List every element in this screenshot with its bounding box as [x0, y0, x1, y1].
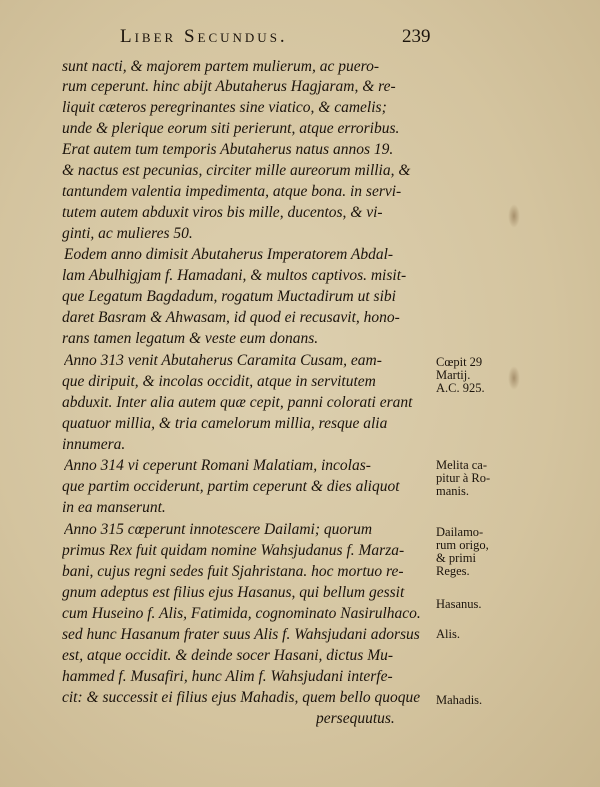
text-line: Eodem anno dimisit Abutaherus Imperatorem Abdal-	[64, 246, 394, 263]
text-line: Erat autem tum temporis Abutaherus natus annos 19.	[62, 141, 394, 158]
text-line: & nactus est pecunias, circiter mille aureorum millia, &	[62, 162, 411, 179]
text-line: primus Rex fuit quidam nomine Wahsjudanus f. Marza-	[62, 542, 405, 559]
margin-note-line: & primi	[436, 551, 476, 565]
margin-note-melita	[436, 459, 512, 498]
text-line: persequutus.	[316, 710, 395, 727]
text-line: liquit cæteros peregrinantes sine viatico, & camelis;	[62, 99, 387, 116]
margin-note-line: Alis.	[436, 627, 460, 641]
text-line: ginti, ac mulieres 50.	[62, 225, 193, 242]
text-line: innumera.	[62, 436, 126, 453]
paper-stain	[508, 204, 520, 228]
margin-note-line: A.C. 925.	[436, 381, 485, 395]
margin-note-line: pitur à Ro-	[436, 471, 491, 485]
text-line: tutem autem abduxit viros bis mille, ducentos, & vi-	[62, 204, 383, 221]
margin-note-line: Martij.	[436, 368, 471, 382]
text-line: que partim occiderunt, partim ceperunt & dies aliquot	[62, 478, 400, 495]
margin-note-dailami	[436, 526, 512, 578]
text-line: bani, cujus regni sedes fuit Sjahristana. hoc mortuo re-	[62, 563, 404, 580]
running-title: Liber Secundus.	[120, 26, 288, 47]
text-line: que Legatum Bagdadum, rogatum Muctadirum ut sibi	[62, 288, 396, 305]
text-line: unde & plerique eorum siti perierunt, atque erroribus.	[62, 120, 400, 137]
margin-note-mahadis	[436, 694, 512, 707]
margin-note-line: Mahadis.	[436, 693, 483, 707]
page-number: 239	[402, 26, 431, 47]
text-line: Anno 313 venit Abutaherus Caramita Cusam, eam-	[64, 352, 382, 369]
margin-note-line: Reges.	[436, 564, 470, 578]
text-line: est, atque occidit. & deinde socer Hasani, dictus Mu-	[62, 647, 394, 664]
margin-note-line: rum origo,	[436, 538, 489, 552]
text-line: hammed f. Musafiri, hunc Alim f. Wahsjudani interfe-	[62, 668, 393, 685]
text-line: lam Abulhigjam f. Hamadani, & multos captivos. misit-	[62, 267, 407, 284]
text-line: sed hunc Hasanum frater suus Alis f. Wahsjudani adorsus	[62, 626, 420, 643]
text-line: cum Huseino f. Alis, Fatimida, cognominato Nasirulhaco.	[62, 605, 421, 622]
text-line: gnum adeptus est filius ejus Hasanus, qui bellum gessit	[62, 584, 405, 601]
margin-note-line: Hasanus.	[436, 597, 482, 611]
text-line: abduxit. Inter alia autem quæ cepit, panni colorati erant	[62, 394, 413, 411]
margin-note-alis	[436, 628, 512, 641]
text-line: quatuor millia, & tria camelorum millia, resque alia	[62, 415, 388, 432]
text-line: cit: & successit ei filius ejus Mahadis, quem bello quoque	[62, 689, 421, 706]
text-line: rans tamen legatum & veste eum donans.	[62, 330, 319, 347]
margin-note-line: Dailamo-	[436, 525, 484, 539]
text-line: Anno 315 cœperunt innotescere Dailami; quorum	[64, 521, 373, 538]
margin-note-line: manis.	[436, 484, 469, 498]
text-line: Anno 314 vi ceperunt Romani Malatiam, incolas-	[64, 457, 371, 474]
text-line: sunt nacti, & majorem partem mulierum, ac puero-	[62, 58, 379, 75]
margin-note-hasanus	[436, 598, 512, 611]
page-header	[0, 26, 600, 50]
text-line: daret Basram & Ahwasam, id quod ei recusavit, hono-	[62, 309, 400, 326]
text-line: que diripuit, & incolas occidit, atque in servitutem	[62, 373, 376, 390]
text-line: tantundem valentia impedimenta, atque bona. in servi-	[62, 183, 402, 200]
text-line: rum ceperunt. hinc abijt Abutaherus Hagjaram, & re-	[62, 78, 396, 95]
margin-note-date	[436, 356, 512, 395]
margin-note-line: Melita ca-	[436, 458, 488, 472]
margin-note-line: Cœpit 29	[436, 355, 483, 369]
text-line: in ea manserunt.	[62, 499, 166, 516]
paper-stain	[508, 366, 520, 390]
